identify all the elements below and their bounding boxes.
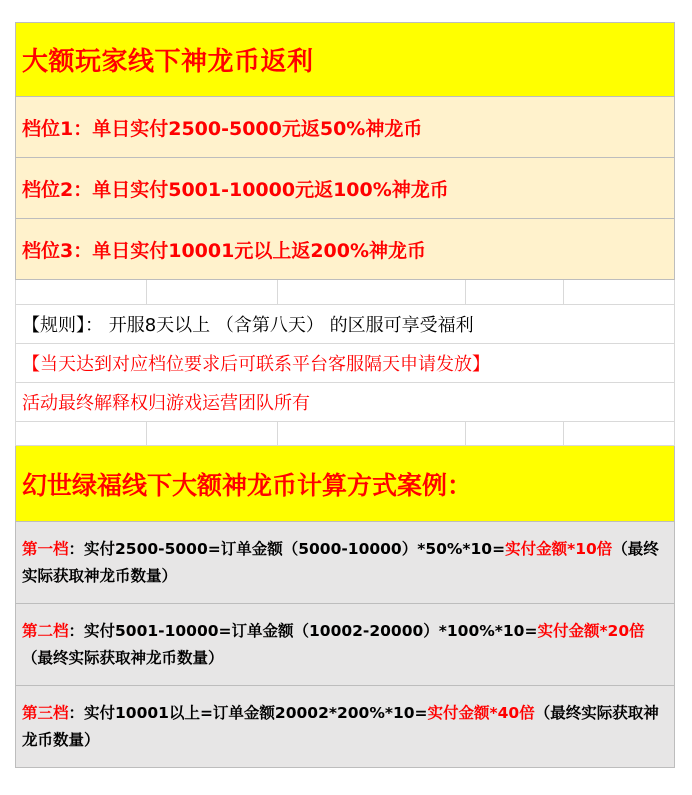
title-row <box>15 22 675 97</box>
case-label: 第三档 <box>22 703 69 722</box>
grid-cell <box>16 280 147 304</box>
calc-title-row <box>15 446 675 522</box>
grid-cell <box>466 422 564 445</box>
case-tail: （最终实际获取神龙币数量） <box>22 648 224 667</box>
grid-cell <box>278 422 466 445</box>
case-row-3 <box>15 686 675 768</box>
empty-grid-row <box>15 280 675 305</box>
tier-row-1 <box>15 97 675 158</box>
case-formula: ：实付5001-10000=订单金额（10002-20000）*100%*10= <box>68 621 538 640</box>
calc-title: 幻世绿福线下大额神龙币计算方式案例： <box>22 470 473 500</box>
tier-label: 档位1：单日实付2500-5000元返50%神龙币 <box>22 117 423 140</box>
case-formula: ：实付10001以上=订单金额20002*200%*10= <box>68 703 428 722</box>
case-tail: （最终实际获取神龙币数量） <box>22 539 659 585</box>
case-formula: ：实付2500-5000=订单金额（5000-10000）*50%*10= <box>68 539 506 558</box>
case-highlight: 实付金额*40倍 <box>427 703 535 722</box>
case-text <box>22 618 662 672</box>
grid-cell <box>147 280 278 304</box>
notice-row <box>15 344 675 383</box>
tier-label: 档位2：单日实付5001-10000元返100%神龙币 <box>22 178 449 201</box>
case-text <box>22 700 662 754</box>
case-row-1 <box>15 522 675 604</box>
promo-sheet <box>15 22 675 768</box>
case-text <box>22 536 662 590</box>
case-tail: （最终实际获取神龙币数量） <box>22 703 659 749</box>
ownership-row <box>15 383 675 422</box>
grid-cell <box>466 280 564 304</box>
empty-grid-row <box>15 422 675 446</box>
notice-text: 【当天达到对应档位要求后可联系平台客服隔天申请发放】 <box>22 354 490 375</box>
tier-row-3 <box>15 219 675 280</box>
grid-cell <box>278 280 466 304</box>
page-title: 大额玩家线下神龙币返利 <box>22 47 314 77</box>
grid-cell <box>564 280 674 304</box>
case-highlight: 实付金额*20倍 <box>537 621 645 640</box>
case-label: 第一档 <box>22 539 69 558</box>
tier-row-2 <box>15 158 675 219</box>
rule-row <box>15 305 675 344</box>
grid-cell <box>16 422 147 445</box>
grid-cell <box>564 422 674 445</box>
case-label: 第二档 <box>22 621 69 640</box>
tier-label: 档位3：单日实付10001元以上返200%神龙币 <box>22 239 427 262</box>
case-highlight: 实付金额*10倍 <box>505 539 613 558</box>
rule-text: 【规则】： 开服8天以上 （含第八天） 的区服可享受福利 <box>22 315 474 336</box>
case-row-2 <box>15 604 675 686</box>
grid-cell <box>147 422 278 445</box>
ownership-text: 活动最终解释权归游戏运营团队所有 <box>22 393 310 414</box>
